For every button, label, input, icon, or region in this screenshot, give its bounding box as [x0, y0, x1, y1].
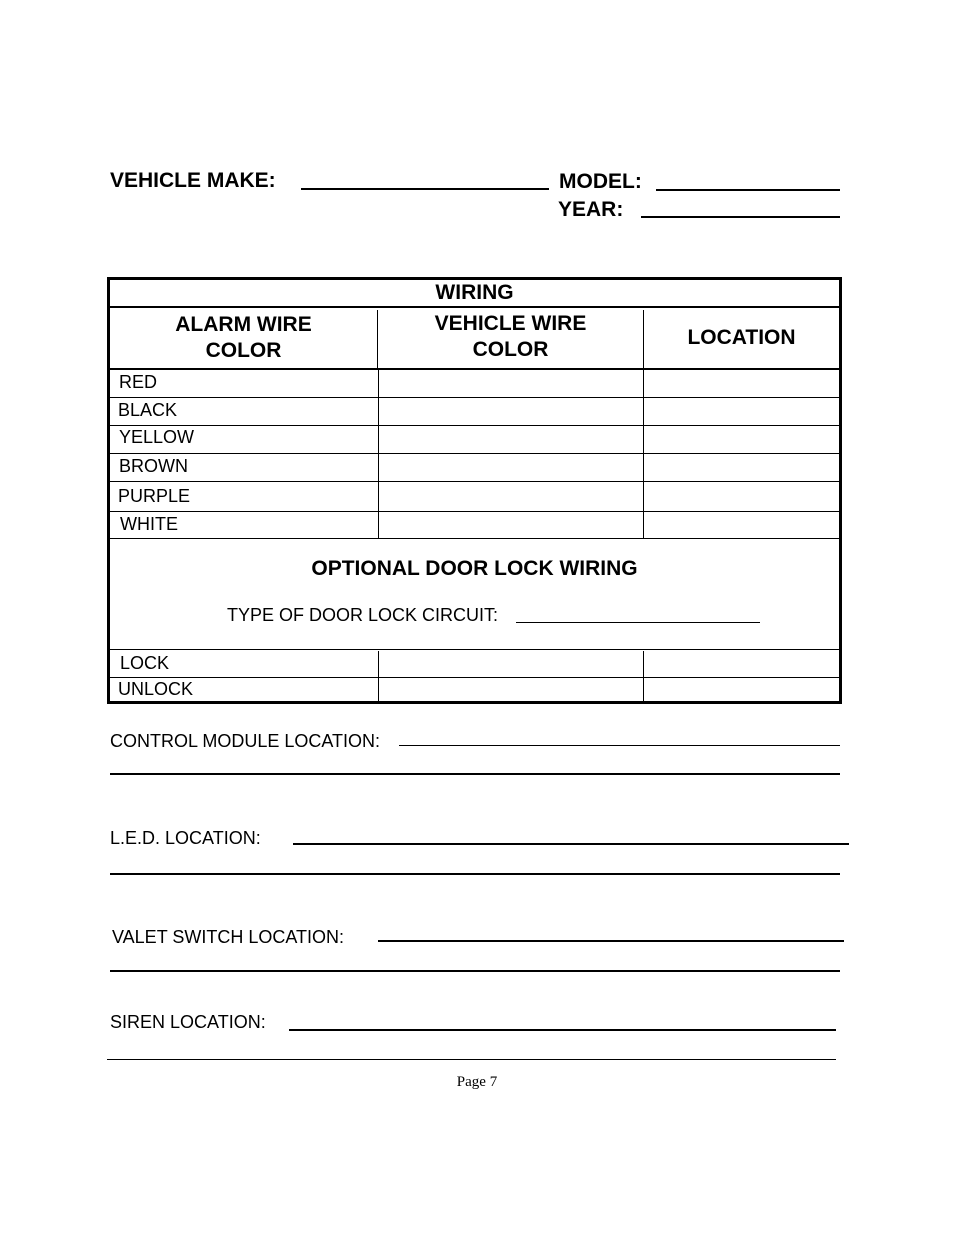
siren-location-field[interactable]: [289, 1029, 836, 1031]
table-row: [110, 678, 839, 701]
table-row: [110, 512, 839, 539]
vehicle-wire-cell[interactable]: [378, 512, 644, 539]
vehicle-wire-cell[interactable]: [378, 651, 644, 678]
header-alarm-wire-color: ALARM WIRE COLOR: [110, 310, 378, 370]
vehicle-wire-cell[interactable]: [378, 398, 644, 426]
valet-switch-location-field-2[interactable]: [110, 970, 840, 972]
optional-door-lock-title: OPTIONAL DOOR LOCK WIRING: [311, 557, 638, 580]
location-cell[interactable]: [644, 482, 839, 512]
vehicle-wire-cell[interactable]: [378, 454, 644, 482]
table-row: [110, 482, 839, 512]
row-label-red: RED: [119, 372, 158, 392]
control-module-location-field-2[interactable]: [110, 773, 840, 775]
row-label-yellow: YELLOW: [119, 427, 195, 447]
valet-switch-location-label: VALET SWITCH LOCATION:: [112, 927, 345, 947]
row-label-white: WHITE: [120, 514, 178, 534]
led-location-label: L.E.D. LOCATION:: [110, 828, 261, 848]
vehicle-wire-cell[interactable]: [378, 678, 644, 701]
location-cell[interactable]: [644, 370, 839, 398]
location-cell[interactable]: [644, 651, 839, 678]
table-row: [110, 651, 839, 678]
vehicle-wire-cell[interactable]: [378, 426, 644, 454]
door-lock-circuit-label: TYPE OF DOOR LOCK CIRCUIT:: [227, 605, 499, 625]
location-cell[interactable]: [644, 454, 839, 482]
vehicle-wire-cell[interactable]: [378, 482, 644, 512]
led-location-field-2[interactable]: [110, 873, 840, 875]
row-label-purple: PURPLE: [118, 486, 191, 506]
page-number: Page 7: [456, 1074, 498, 1090]
table-row: [110, 398, 839, 426]
vehicle-make-field[interactable]: [301, 188, 549, 190]
header-vehicle-wire-color: VEHICLE WIRE COLOR: [378, 310, 644, 370]
wiring-title: WIRING: [110, 280, 839, 308]
location-cell[interactable]: [644, 512, 839, 539]
footer-rule: [107, 1059, 836, 1060]
table-row: [110, 370, 839, 398]
vehicle-make-label: VEHICLE MAKE:: [110, 169, 276, 192]
model-field[interactable]: [656, 189, 840, 191]
led-location-field[interactable]: [293, 843, 849, 845]
row-label-brown: BROWN: [119, 456, 188, 476]
table-row: [110, 426, 839, 454]
table-row: [110, 454, 839, 482]
valet-switch-location-field[interactable]: [378, 940, 844, 942]
location-cell[interactable]: [644, 426, 839, 454]
location-cell[interactable]: [644, 678, 839, 701]
control-module-location-label: CONTROL MODULE LOCATION:: [110, 731, 381, 751]
door-lock-circuit-field[interactable]: [516, 622, 760, 623]
row-label-lock: LOCK: [120, 653, 170, 673]
header-location: LOCATION: [644, 310, 839, 370]
row-label-black: BLACK: [118, 400, 178, 420]
row-label-unlock: UNLOCK: [118, 679, 194, 699]
year-field[interactable]: [641, 216, 840, 218]
control-module-location-field[interactable]: [399, 745, 840, 746]
vehicle-wire-cell[interactable]: [378, 370, 644, 398]
optional-door-lock-section: [110, 540, 839, 650]
siren-location-label: SIREN LOCATION:: [110, 1012, 266, 1032]
location-cell[interactable]: [644, 398, 839, 426]
model-label: MODEL:: [559, 170, 642, 193]
year-label: YEAR:: [558, 198, 624, 221]
wiring-table: [107, 277, 842, 704]
